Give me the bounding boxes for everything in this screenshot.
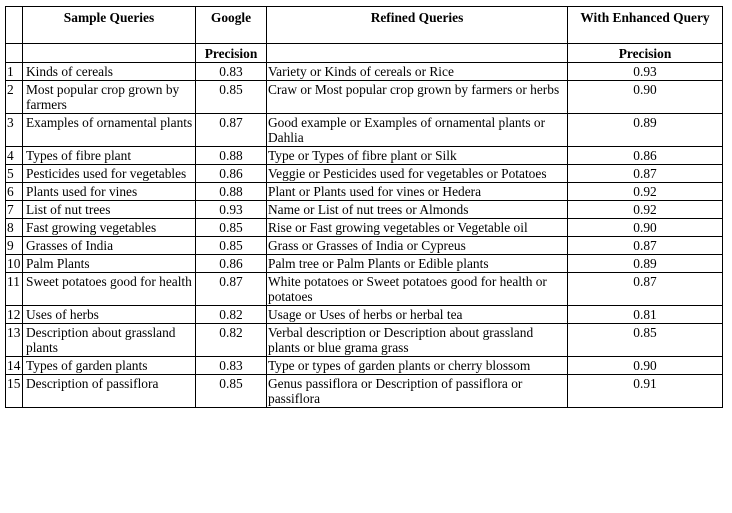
enhanced-precision: 0.87 bbox=[568, 273, 723, 306]
google-precision: 0.85 bbox=[196, 375, 267, 408]
table-row bbox=[6, 81, 723, 114]
sample-query: Types of fibre plant bbox=[23, 147, 196, 165]
subheader-google-precision: Precision bbox=[196, 44, 267, 63]
table-row bbox=[6, 357, 723, 375]
sample-query: Description about grassland plants bbox=[23, 324, 196, 357]
sample-query: Description of passiflora bbox=[23, 375, 196, 408]
table-row bbox=[6, 63, 723, 81]
subheader-number-cell bbox=[6, 44, 23, 63]
table-row bbox=[6, 165, 723, 183]
header-sample-queries: Sample Queries bbox=[23, 7, 196, 44]
sample-query: Fast growing vegetables bbox=[23, 219, 196, 237]
refined-query: Variety or Kinds of cereals or Rice bbox=[267, 63, 568, 81]
row-number: 4 bbox=[6, 147, 23, 165]
enhanced-precision: 0.85 bbox=[568, 324, 723, 357]
sample-query: Grasses of India bbox=[23, 237, 196, 255]
google-precision: 0.85 bbox=[196, 237, 267, 255]
sample-query: Pesticides used for vegetables bbox=[23, 165, 196, 183]
google-precision: 0.82 bbox=[196, 306, 267, 324]
enhanced-precision: 0.87 bbox=[568, 165, 723, 183]
sample-query: Most popular crop grown by farmers bbox=[23, 81, 196, 114]
row-number: 3 bbox=[6, 114, 23, 147]
google-precision: 0.86 bbox=[196, 165, 267, 183]
refined-query: Palm tree or Palm Plants or Edible plants bbox=[267, 255, 568, 273]
enhanced-precision: 0.90 bbox=[568, 219, 723, 237]
google-precision: 0.93 bbox=[196, 201, 267, 219]
header-number-cell bbox=[6, 7, 23, 44]
google-precision: 0.86 bbox=[196, 255, 267, 273]
google-precision: 0.85 bbox=[196, 219, 267, 237]
refined-query: Type or types of garden plants or cherry blossom bbox=[267, 357, 568, 375]
results-table-container bbox=[5, 6, 723, 408]
sample-query: Uses of herbs bbox=[23, 306, 196, 324]
header-refined-queries: Refined Queries bbox=[267, 7, 568, 44]
table-row bbox=[6, 201, 723, 219]
google-precision: 0.82 bbox=[196, 324, 267, 357]
table-row bbox=[6, 183, 723, 201]
google-precision: 0.87 bbox=[196, 114, 267, 147]
sample-query: Plants used for vines bbox=[23, 183, 196, 201]
refined-query: Grass or Grasses of India or Cypreus bbox=[267, 237, 568, 255]
sample-query: Examples of ornamental plants bbox=[23, 114, 196, 147]
row-number: 10 bbox=[6, 255, 23, 273]
row-number: 13 bbox=[6, 324, 23, 357]
row-number: 1 bbox=[6, 63, 23, 81]
enhanced-precision: 0.91 bbox=[568, 375, 723, 408]
sample-query: Types of garden plants bbox=[23, 357, 196, 375]
table-row bbox=[6, 237, 723, 255]
enhanced-precision: 0.90 bbox=[568, 357, 723, 375]
row-number: 12 bbox=[6, 306, 23, 324]
subheader-query-cell bbox=[23, 44, 196, 63]
google-precision: 0.88 bbox=[196, 183, 267, 201]
refined-query: Veggie or Pesticides used for vegetables or Potatoes bbox=[267, 165, 568, 183]
google-precision: 0.83 bbox=[196, 63, 267, 81]
google-precision: 0.88 bbox=[196, 147, 267, 165]
subheader-enhanced-precision: Precision bbox=[568, 44, 723, 63]
enhanced-precision: 0.92 bbox=[568, 201, 723, 219]
enhanced-precision: 0.87 bbox=[568, 237, 723, 255]
table-row bbox=[6, 255, 723, 273]
refined-query: Name or List of nut trees or Almonds bbox=[267, 201, 568, 219]
refined-query: White potatoes or Sweet potatoes good for health or potatoes bbox=[267, 273, 568, 306]
refined-query: Type or Types of fibre plant or Silk bbox=[267, 147, 568, 165]
enhanced-precision: 0.89 bbox=[568, 255, 723, 273]
refined-query: Usage or Uses of herbs or herbal tea bbox=[267, 306, 568, 324]
header-with-enhanced-query: With Enhanced Query bbox=[568, 7, 723, 44]
enhanced-precision: 0.81 bbox=[568, 306, 723, 324]
enhanced-precision: 0.90 bbox=[568, 81, 723, 114]
header-google: Google bbox=[196, 7, 267, 44]
google-precision: 0.83 bbox=[196, 357, 267, 375]
table-row bbox=[6, 375, 723, 408]
row-number: 8 bbox=[6, 219, 23, 237]
table-row bbox=[6, 306, 723, 324]
sample-query: Kinds of cereals bbox=[23, 63, 196, 81]
refined-query: Craw or Most popular crop grown by farmers or herbs bbox=[267, 81, 568, 114]
sample-query: Sweet potatoes good for health bbox=[23, 273, 196, 306]
refined-query: Rise or Fast growing vegetables or Vegetable oil bbox=[267, 219, 568, 237]
row-number: 11 bbox=[6, 273, 23, 306]
google-precision: 0.87 bbox=[196, 273, 267, 306]
enhanced-precision: 0.92 bbox=[568, 183, 723, 201]
query-precision-table bbox=[5, 6, 723, 408]
table-body bbox=[6, 63, 723, 408]
refined-query: Verbal description or Description about grassland plants or blue grama grass bbox=[267, 324, 568, 357]
enhanced-precision: 0.93 bbox=[568, 63, 723, 81]
refined-query: Genus passiflora or Description of passiflora or passiflora bbox=[267, 375, 568, 408]
refined-query: Plant or Plants used for vines or Hedera bbox=[267, 183, 568, 201]
subheader-refined-cell bbox=[267, 44, 568, 63]
sample-query: List of nut trees bbox=[23, 201, 196, 219]
google-precision: 0.85 bbox=[196, 81, 267, 114]
row-number: 5 bbox=[6, 165, 23, 183]
row-number: 14 bbox=[6, 357, 23, 375]
enhanced-precision: 0.89 bbox=[568, 114, 723, 147]
header-row bbox=[6, 7, 723, 44]
refined-query: Good example or Examples of ornamental plants or Dahlia bbox=[267, 114, 568, 147]
row-number: 2 bbox=[6, 81, 23, 114]
row-number: 15 bbox=[6, 375, 23, 408]
row-number: 7 bbox=[6, 201, 23, 219]
table-row bbox=[6, 324, 723, 357]
table-row bbox=[6, 147, 723, 165]
subheader-row bbox=[6, 44, 723, 63]
table-row bbox=[6, 273, 723, 306]
sample-query: Palm Plants bbox=[23, 255, 196, 273]
row-number: 9 bbox=[6, 237, 23, 255]
row-number: 6 bbox=[6, 183, 23, 201]
enhanced-precision: 0.86 bbox=[568, 147, 723, 165]
table-row bbox=[6, 114, 723, 147]
table-row bbox=[6, 219, 723, 237]
